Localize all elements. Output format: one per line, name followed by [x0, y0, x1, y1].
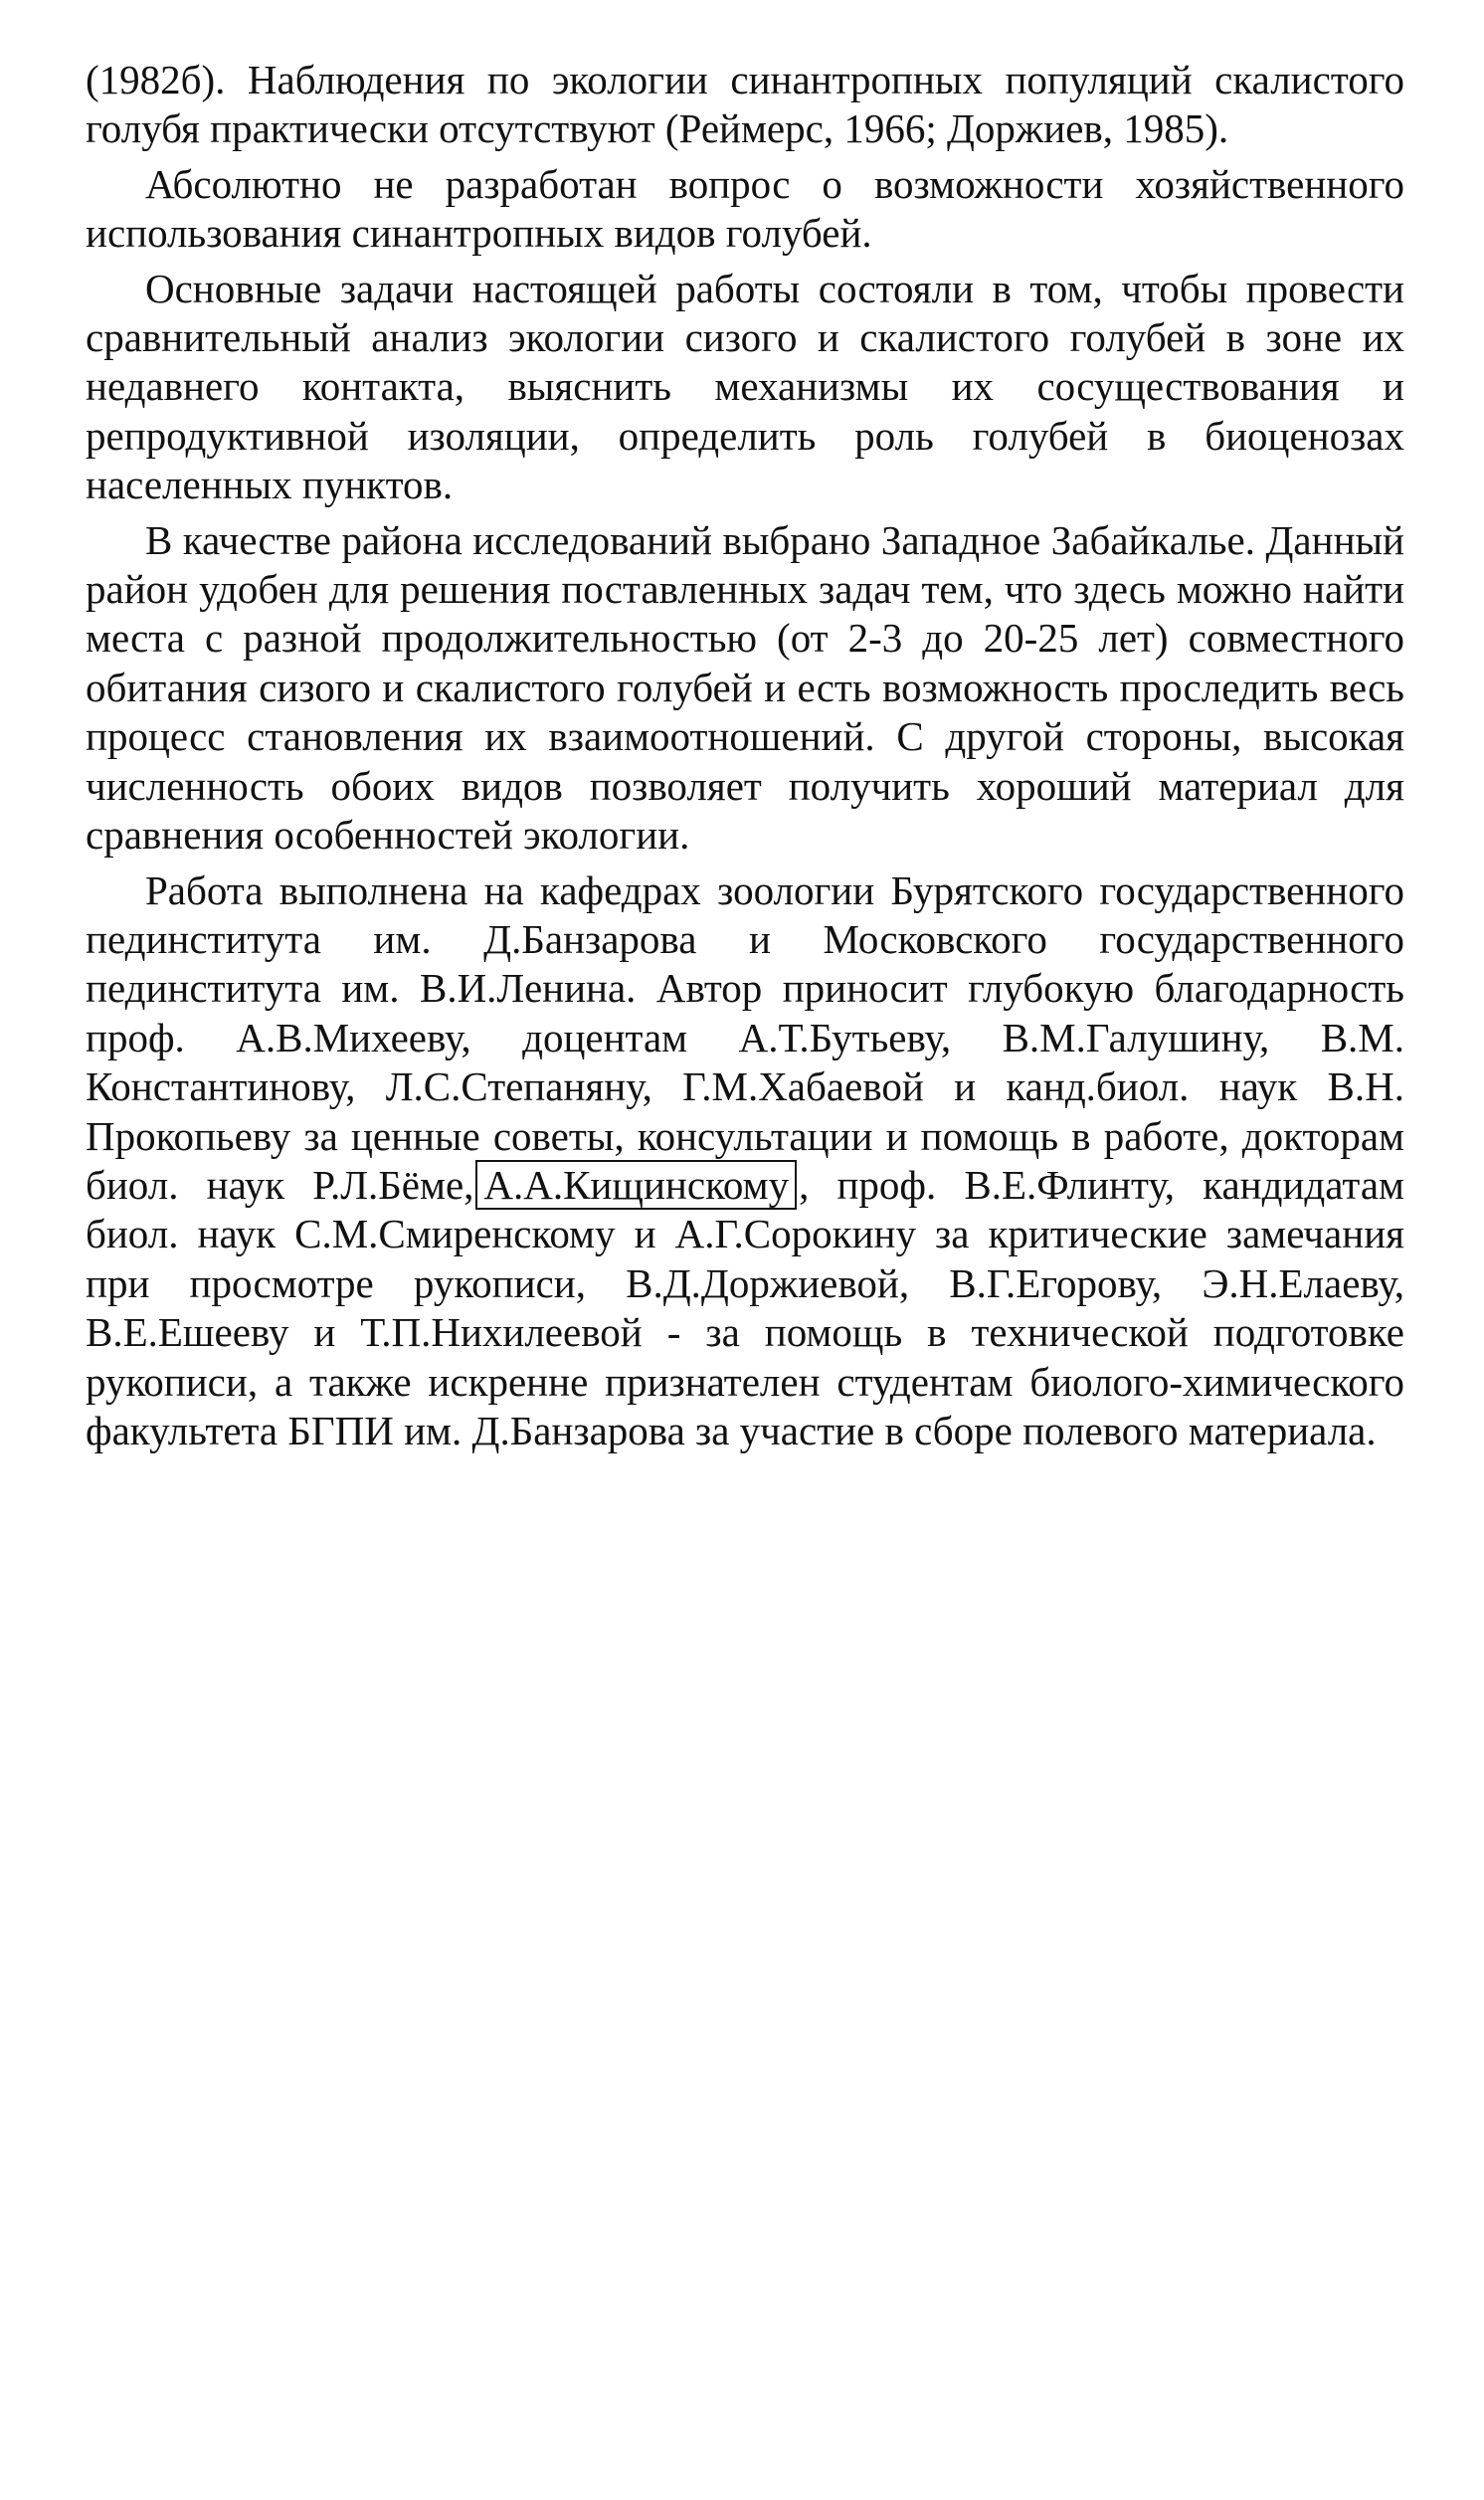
paragraph-acknowledgements [86, 866, 1404, 1456]
boxed-name-kishchinsky: А.А.Кищинскому [475, 1160, 797, 1210]
paragraph-intro-continuation: (1982б). Наблюдения по экологии синантропных популяций скалистого голубя практически отсутствуют (Реймерс, 1966; Доржиев, 1985). [86, 57, 1404, 152]
document-page [86, 56, 1404, 1461]
paragraph-study-area: В качестве района исследований выбрано Западное Забайкалье. Данный район удобен для решения поставленных задач тем, что здесь можно найти места с разной продолжительностью (от 2-3 до 20-25 лет) совместного обитания сизого и скалистого голубей и есть возможность проследить весь процесс становления их взаимоотношений. С другой стороны, высокая численность обоих видов позволяет получить хороший материал для сравнения особенностей экологии. [86, 516, 1404, 859]
acknowledgements-text-before: Работа выполнена на кафедрах зоологии Бурятского государственного пединститута им. Д.Банзарова и Московского государственного пединститута им. В.И.Ленина. Автор приносит глубокую благодарность проф. А.В.Михееву, доцентам А.Т.Бутьеву, В.М.Галушину, В.М. Константинову, Л.С.Степаняну, Г.М.Хабаевой и канд.биол. наук В.Н. Прокопьеву за ценные советы, консультации и помощь в работе, докторам биол. наук Р.Л.Бёме, [86, 866, 1404, 1208]
paragraph-economic-use: Абсолютно не разработан вопрос о возможности хозяйственного использования синантропных видов голубей. [86, 160, 1404, 257]
acknowledgements-text-after: , проф. В.Е.Флинту, кандидатам биол. наук С.М.Смиренскому и А.Г.Сорокину за критические замечания при просмотре рукописи, В.Д.Доржиевой, В.Г.Егорову, Э.Н.Елаеву, В.Е.Ешееву и Т.П.Нихилеевой - за помощь в технической подготовке рукописи, а также искренне признателен студентам биолого-химического факультета БГПИ им. Д.Банзарова за участие в сборе полевого материала. [86, 1161, 1404, 1453]
paragraph-main-tasks: Основные задачи настоящей работы состояли в том, чтобы провести сравнительный анализ экологии сизого и скалистого голубей в зоне их недавнего контакта, выяснить механизмы их сосуществования и репродуктивной изоляции, определить роль голубей в биоценозах населенных пунктов. [86, 265, 1404, 508]
